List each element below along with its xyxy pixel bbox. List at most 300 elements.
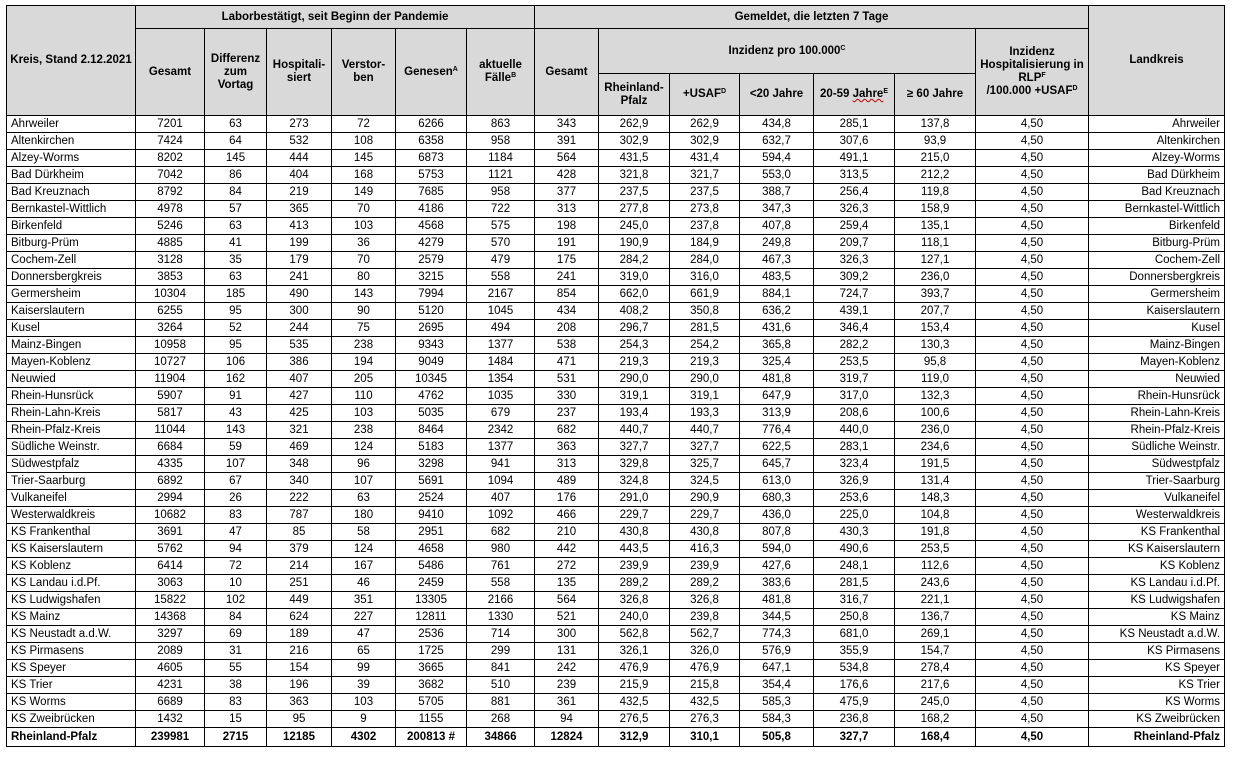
value-cell: 443,5 xyxy=(599,541,670,558)
value-cell: 624 xyxy=(267,609,332,626)
table-row xyxy=(7,218,1225,235)
value-cell: 281,5 xyxy=(670,320,740,337)
landkreis-name-cell: Bitburg-Prüm xyxy=(1089,235,1225,252)
value-cell: 175 xyxy=(535,252,599,269)
value-cell: 63 xyxy=(332,490,396,507)
value-cell: 70 xyxy=(332,201,396,218)
value-cell: 212,2 xyxy=(895,167,976,184)
header-aktuelle-sup: B xyxy=(511,72,517,79)
value-cell: 355,9 xyxy=(814,643,895,660)
value-cell: 309,2 xyxy=(814,269,895,286)
value-cell: 237,5 xyxy=(670,184,740,201)
kreis-name-cell: KS Frankenthal xyxy=(7,524,136,541)
landkreis-name-cell: KS Kaiserslautern xyxy=(1089,541,1225,558)
value-cell: 558 xyxy=(467,269,535,286)
value-cell: 63 xyxy=(205,218,267,235)
value-cell: 4,50 xyxy=(976,405,1089,422)
value-cell: 354,4 xyxy=(740,677,814,694)
value-cell: 1121 xyxy=(467,167,535,184)
value-cell: 168,2 xyxy=(895,711,976,728)
header-2059-text-b: Jahre xyxy=(852,88,884,100)
header-inzidenz-text: Inzidenz pro 100.000 xyxy=(728,44,841,57)
value-cell: 65 xyxy=(332,643,396,660)
landkreis-name-cell: Vulkaneifel xyxy=(1089,490,1225,507)
value-cell: 59 xyxy=(205,439,267,456)
value-cell: 72 xyxy=(332,116,396,133)
value-cell: 313 xyxy=(535,456,599,473)
value-cell: 154,7 xyxy=(895,643,976,660)
table-row xyxy=(7,354,1225,371)
value-cell: 190,9 xyxy=(599,235,670,252)
value-cell: 239,9 xyxy=(599,558,670,575)
value-cell: 570 xyxy=(467,235,535,252)
value-cell: 256,4 xyxy=(814,184,895,201)
value-cell: 290,9 xyxy=(670,490,740,507)
value-cell: 229,7 xyxy=(599,507,670,524)
value-cell: 505,8 xyxy=(740,728,814,747)
value-cell: 46 xyxy=(332,575,396,592)
value-cell: 4,50 xyxy=(976,694,1089,711)
value-cell: 4,50 xyxy=(976,592,1089,609)
value-cell: 253,5 xyxy=(814,354,895,371)
kreis-name-cell: Bitburg-Prüm xyxy=(7,235,136,252)
value-cell: 479 xyxy=(467,252,535,269)
kreis-name-cell: KS Landau i.d.Pf. xyxy=(7,575,136,592)
value-cell: 5035 xyxy=(396,405,467,422)
value-cell: 72 xyxy=(205,558,267,575)
value-cell: 4186 xyxy=(396,201,467,218)
value-cell: 7042 xyxy=(136,167,205,184)
value-cell: 10345 xyxy=(396,371,467,388)
value-cell: 75 xyxy=(332,320,396,337)
value-cell: 1094 xyxy=(467,473,535,490)
value-cell: 490,6 xyxy=(814,541,895,558)
value-cell: 881 xyxy=(467,694,535,711)
value-cell: 250,8 xyxy=(814,609,895,626)
value-cell: 428 xyxy=(535,167,599,184)
value-cell: 63 xyxy=(205,269,267,286)
value-cell: 681,0 xyxy=(814,626,895,643)
value-cell: 344,5 xyxy=(740,609,814,626)
value-cell: 110 xyxy=(332,388,396,405)
value-cell: 432,5 xyxy=(599,694,670,711)
value-cell: 38 xyxy=(205,677,267,694)
table-row xyxy=(7,592,1225,609)
kreis-name-cell: Bernkastel-Wittlich xyxy=(7,201,136,218)
value-cell: 324,5 xyxy=(670,473,740,490)
value-cell: 5486 xyxy=(396,558,467,575)
header-hosp-text-a: Inzidenz Hospitalisierung in RLP xyxy=(980,46,1084,84)
value-cell: 39 xyxy=(332,677,396,694)
value-cell: 236,0 xyxy=(895,422,976,439)
value-cell: 251 xyxy=(267,575,332,592)
value-cell: 148,3 xyxy=(895,490,976,507)
landkreis-name-cell: Cochem-Zell xyxy=(1089,252,1225,269)
value-cell: 94 xyxy=(535,711,599,728)
value-cell: 184,9 xyxy=(670,235,740,252)
value-cell: 106 xyxy=(205,354,267,371)
value-cell: 198 xyxy=(535,218,599,235)
value-cell: 9343 xyxy=(396,337,467,354)
value-cell: 787 xyxy=(267,507,332,524)
value-cell: 95 xyxy=(205,303,267,320)
value-cell: 4,50 xyxy=(976,354,1089,371)
value-cell: 622,5 xyxy=(740,439,814,456)
value-cell: 476,9 xyxy=(599,660,670,677)
table-body xyxy=(7,116,1225,747)
value-cell: 4,50 xyxy=(976,490,1089,507)
value-cell: 9049 xyxy=(396,354,467,371)
table-row xyxy=(7,167,1225,184)
value-cell: 179 xyxy=(267,252,332,269)
value-cell: 107 xyxy=(332,473,396,490)
value-cell: 4,50 xyxy=(976,320,1089,337)
value-cell: 323,4 xyxy=(814,456,895,473)
header-usaf-text: +USAF xyxy=(682,88,721,100)
value-cell: 2167 xyxy=(467,286,535,303)
value-cell: 321,7 xyxy=(670,167,740,184)
value-cell: 283,1 xyxy=(814,439,895,456)
landkreis-name-cell: Bernkastel-Wittlich xyxy=(1089,201,1225,218)
value-cell: 416,3 xyxy=(670,541,740,558)
value-cell: 313 xyxy=(535,201,599,218)
value-cell: 4,50 xyxy=(976,456,1089,473)
value-cell: 10682 xyxy=(136,507,205,524)
value-cell: 131 xyxy=(535,643,599,660)
value-cell: 199 xyxy=(267,235,332,252)
kreis-name-cell: Südwestpfalz xyxy=(7,456,136,473)
value-cell: 532 xyxy=(267,133,332,150)
value-cell: 57 xyxy=(205,201,267,218)
value-cell: 4,50 xyxy=(976,524,1089,541)
value-cell: 363 xyxy=(267,694,332,711)
value-cell: 469 xyxy=(267,439,332,456)
value-cell: 94 xyxy=(205,541,267,558)
value-cell: 510 xyxy=(467,677,535,694)
value-cell: 11904 xyxy=(136,371,205,388)
value-cell: 5817 xyxy=(136,405,205,422)
table-row xyxy=(7,303,1225,320)
table-row xyxy=(7,677,1225,694)
value-cell: 91 xyxy=(205,388,267,405)
value-cell: 4,50 xyxy=(976,371,1089,388)
value-cell: 312,9 xyxy=(599,728,670,747)
value-cell: 7424 xyxy=(136,133,205,150)
value-cell: 9 xyxy=(332,711,396,728)
landkreis-name-cell: Neuwied xyxy=(1089,371,1225,388)
value-cell: 662,0 xyxy=(599,286,670,303)
value-cell: 253,6 xyxy=(814,490,895,507)
value-cell: 841 xyxy=(467,660,535,677)
header-genesen xyxy=(396,29,467,116)
header-landkreis: Landkreis xyxy=(1089,6,1225,116)
value-cell: 6358 xyxy=(396,133,467,150)
value-cell: 613,0 xyxy=(740,473,814,490)
value-cell: 884,1 xyxy=(740,286,814,303)
table-row xyxy=(7,150,1225,167)
value-cell: 4279 xyxy=(396,235,467,252)
value-cell: 407 xyxy=(467,490,535,507)
value-cell: 291,0 xyxy=(599,490,670,507)
header-group-laborbestaetigt: Laborbestätigt, seit Beginn der Pandemie xyxy=(136,6,535,29)
value-cell: 6684 xyxy=(136,439,205,456)
kreis-name-cell: Rhein-Pfalz-Kreis xyxy=(7,422,136,439)
value-cell: 319,0 xyxy=(599,269,670,286)
value-cell: 722 xyxy=(467,201,535,218)
value-cell: 3853 xyxy=(136,269,205,286)
table-row xyxy=(7,116,1225,133)
value-cell: 958 xyxy=(467,184,535,201)
value-cell: 1035 xyxy=(467,388,535,405)
value-cell: 5183 xyxy=(396,439,467,456)
value-cell: 3298 xyxy=(396,456,467,473)
kreis-name-cell: Mayen-Koblenz xyxy=(7,354,136,371)
kreis-name-cell: Altenkirchen xyxy=(7,133,136,150)
kreis-name-cell: Südliche Weinstr. xyxy=(7,439,136,456)
value-cell: 12185 xyxy=(267,728,332,747)
value-cell: 80 xyxy=(332,269,396,286)
value-cell: 4,50 xyxy=(976,507,1089,524)
header-verstorben: Verstor-ben xyxy=(332,29,396,116)
value-cell: 427,6 xyxy=(740,558,814,575)
kreis-name-cell: Rheinland-Pfalz xyxy=(7,728,136,747)
value-cell: 86 xyxy=(205,167,267,184)
value-cell: 467,3 xyxy=(740,252,814,269)
value-cell: 4,50 xyxy=(976,116,1089,133)
value-cell: 346,4 xyxy=(814,320,895,337)
table-row xyxy=(7,337,1225,354)
value-cell: 209,7 xyxy=(814,235,895,252)
value-cell: 1155 xyxy=(396,711,467,728)
value-cell: 4,50 xyxy=(976,728,1089,747)
landkreis-name-cell: Germersheim xyxy=(1089,286,1225,303)
value-cell: 102 xyxy=(205,592,267,609)
value-cell: 63 xyxy=(205,116,267,133)
value-cell: 535 xyxy=(267,337,332,354)
value-cell: 189 xyxy=(267,626,332,643)
value-cell: 70 xyxy=(332,252,396,269)
landkreis-name-cell: KS Pirmasens xyxy=(1089,643,1225,660)
value-cell: 8464 xyxy=(396,422,467,439)
value-cell: 449 xyxy=(267,592,332,609)
landkreis-name-cell: Altenkirchen xyxy=(1089,133,1225,150)
value-cell: 153,4 xyxy=(895,320,976,337)
value-cell: 594,4 xyxy=(740,150,814,167)
value-cell: 4,50 xyxy=(976,252,1089,269)
value-cell: 466 xyxy=(535,507,599,524)
value-cell: 2166 xyxy=(467,592,535,609)
value-cell: 4,50 xyxy=(976,575,1089,592)
kreis-name-cell: KS Worms xyxy=(7,694,136,711)
landkreis-name-cell: KS Ludwigshafen xyxy=(1089,592,1225,609)
table-row xyxy=(7,286,1225,303)
value-cell: 4658 xyxy=(396,541,467,558)
value-cell: 329,8 xyxy=(599,456,670,473)
value-cell: 538 xyxy=(535,337,599,354)
kreis-name-cell: Westerwaldkreis xyxy=(7,507,136,524)
value-cell: 440,7 xyxy=(599,422,670,439)
kreis-name-cell: Alzey-Worms xyxy=(7,150,136,167)
value-cell: 208 xyxy=(535,320,599,337)
value-cell: 434 xyxy=(535,303,599,320)
value-cell: 64 xyxy=(205,133,267,150)
total-row xyxy=(7,728,1225,747)
value-cell: 434,8 xyxy=(740,116,814,133)
value-cell: 239,9 xyxy=(670,558,740,575)
header-genesen-text: Genesen xyxy=(404,65,453,78)
table-row xyxy=(7,541,1225,558)
value-cell: 361 xyxy=(535,694,599,711)
table-row xyxy=(7,626,1225,643)
header-rheinland-pfalz: Rheinland-Pfalz xyxy=(599,74,670,116)
value-cell: 254,2 xyxy=(670,337,740,354)
value-cell: 558 xyxy=(467,575,535,592)
value-cell: 259,4 xyxy=(814,218,895,235)
value-cell: 15822 xyxy=(136,592,205,609)
value-cell: 34866 xyxy=(467,728,535,747)
value-cell: 4,50 xyxy=(976,473,1089,490)
value-cell: 119,0 xyxy=(895,371,976,388)
value-cell: 217,6 xyxy=(895,677,976,694)
table-row xyxy=(7,235,1225,252)
landkreis-name-cell: KS Frankenthal xyxy=(1089,524,1225,541)
value-cell: 241 xyxy=(535,269,599,286)
table-header xyxy=(7,6,1225,116)
table-row xyxy=(7,694,1225,711)
value-cell: 365 xyxy=(267,201,332,218)
value-cell: 4,50 xyxy=(976,150,1089,167)
value-cell: 216 xyxy=(267,643,332,660)
landkreis-name-cell: KS Landau i.d.Pf. xyxy=(1089,575,1225,592)
value-cell: 575 xyxy=(467,218,535,235)
value-cell: 562,8 xyxy=(599,626,670,643)
landkreis-name-cell: KS Koblenz xyxy=(1089,558,1225,575)
table-row xyxy=(7,456,1225,473)
value-cell: 10958 xyxy=(136,337,205,354)
value-cell: 2695 xyxy=(396,320,467,337)
kreis-name-cell: Birkenfeld xyxy=(7,218,136,235)
value-cell: 4,50 xyxy=(976,184,1089,201)
value-cell: 576,9 xyxy=(740,643,814,660)
value-cell: 388,7 xyxy=(740,184,814,201)
value-cell: 112,6 xyxy=(895,558,976,575)
header-differenz: Differenz zum Vortag xyxy=(205,29,267,116)
value-cell: 124 xyxy=(332,439,396,456)
landkreis-name-cell: Rhein-Lahn-Kreis xyxy=(1089,405,1225,422)
header-usaf xyxy=(670,74,740,116)
value-cell: 237,8 xyxy=(670,218,740,235)
value-cell: 103 xyxy=(332,218,396,235)
value-cell: 137,8 xyxy=(895,116,976,133)
value-cell: 100,6 xyxy=(895,405,976,422)
value-cell: 300 xyxy=(267,303,332,320)
value-cell: 3691 xyxy=(136,524,205,541)
value-cell: 310,1 xyxy=(670,728,740,747)
value-cell: 326,3 xyxy=(814,252,895,269)
value-cell: 326,8 xyxy=(670,592,740,609)
value-cell: 776,4 xyxy=(740,422,814,439)
value-cell: 6414 xyxy=(136,558,205,575)
header-20-59-jahre xyxy=(814,74,895,116)
value-cell: 724,7 xyxy=(814,286,895,303)
value-cell: 67 xyxy=(205,473,267,490)
header-inzidenz-hospitalisierung xyxy=(976,29,1089,116)
value-cell: 3264 xyxy=(136,320,205,337)
value-cell: 299 xyxy=(467,643,535,660)
kreis-name-cell: Bad Kreuznach xyxy=(7,184,136,201)
value-cell: 284,0 xyxy=(670,252,740,269)
value-cell: 494 xyxy=(467,320,535,337)
value-cell: 313,9 xyxy=(740,405,814,422)
value-cell: 219,3 xyxy=(670,354,740,371)
table-row xyxy=(7,184,1225,201)
value-cell: 289,2 xyxy=(599,575,670,592)
value-cell: 432,5 xyxy=(670,694,740,711)
value-cell: 215,9 xyxy=(599,677,670,694)
value-cell: 194 xyxy=(332,354,396,371)
value-cell: 108 xyxy=(332,133,396,150)
value-cell: 162 xyxy=(205,371,267,388)
table-row xyxy=(7,405,1225,422)
value-cell: 10727 xyxy=(136,354,205,371)
value-cell: 6689 xyxy=(136,694,205,711)
value-cell: 430,8 xyxy=(670,524,740,541)
value-cell: 285,1 xyxy=(814,116,895,133)
value-cell: 302,9 xyxy=(599,133,670,150)
value-cell: 83 xyxy=(205,694,267,711)
value-cell: 326,3 xyxy=(814,201,895,218)
kreis-name-cell: Bad Dürkheim xyxy=(7,167,136,184)
value-cell: 43 xyxy=(205,405,267,422)
value-cell: 268 xyxy=(467,711,535,728)
value-cell: 290,0 xyxy=(599,371,670,388)
value-cell: 682 xyxy=(467,524,535,541)
value-cell: 647,9 xyxy=(740,388,814,405)
value-cell: 439,1 xyxy=(814,303,895,320)
value-cell: 130,3 xyxy=(895,337,976,354)
value-cell: 4568 xyxy=(396,218,467,235)
landkreis-name-cell: Westerwaldkreis xyxy=(1089,507,1225,524)
table-row xyxy=(7,524,1225,541)
value-cell: 26 xyxy=(205,490,267,507)
value-cell: 679 xyxy=(467,405,535,422)
value-cell: 83 xyxy=(205,507,267,524)
value-cell: 863 xyxy=(467,116,535,133)
landkreis-name-cell: Birkenfeld xyxy=(1089,218,1225,235)
value-cell: 281,5 xyxy=(814,575,895,592)
value-cell: 5705 xyxy=(396,694,467,711)
value-cell: 316,0 xyxy=(670,269,740,286)
value-cell: 7685 xyxy=(396,184,467,201)
value-cell: 430,3 xyxy=(814,524,895,541)
value-cell: 340 xyxy=(267,473,332,490)
value-cell: 176 xyxy=(535,490,599,507)
value-cell: 2524 xyxy=(396,490,467,507)
value-cell: 13305 xyxy=(396,592,467,609)
value-cell: 2342 xyxy=(467,422,535,439)
value-cell: 225,0 xyxy=(814,507,895,524)
header-2059-text-a: 20-59 xyxy=(820,88,853,100)
header-2059-sup: E xyxy=(883,88,888,95)
table-row xyxy=(7,609,1225,626)
kreis-name-cell: Ahrweiler xyxy=(7,116,136,133)
value-cell: 7994 xyxy=(396,286,467,303)
value-cell: 176,6 xyxy=(814,677,895,694)
value-cell: 680,3 xyxy=(740,490,814,507)
value-cell: 300 xyxy=(535,626,599,643)
value-cell: 714 xyxy=(467,626,535,643)
value-cell: 2579 xyxy=(396,252,467,269)
